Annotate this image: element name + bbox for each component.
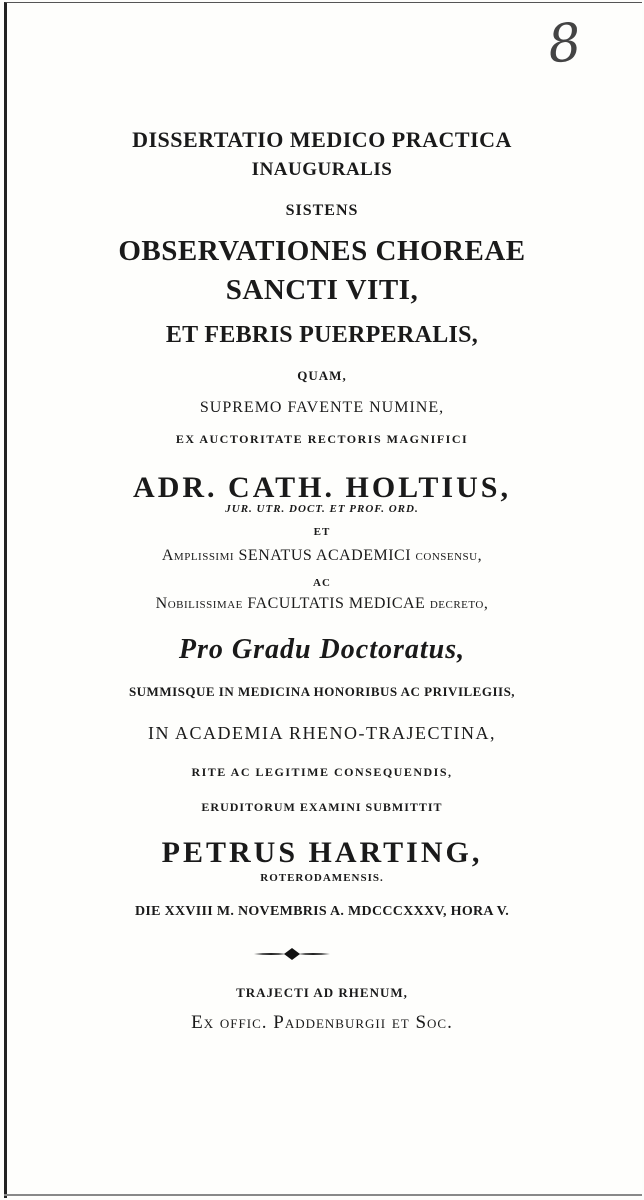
ac-line: AC xyxy=(313,577,331,589)
eruditorum-line: ERUDITORUM EXAMINI SUBMITTIT xyxy=(201,800,443,814)
imprint-printer: Ex offic. Paddenburgii et Soc. xyxy=(191,1012,453,1033)
senatus-line: Amplissimi SENATUS ACADEMICI consensu, xyxy=(161,547,483,564)
sistens-line: SISTENS xyxy=(285,202,359,219)
academia-line: IN ACADEMIA RHENO-TRAJECTINA, xyxy=(148,723,496,743)
main-title-line-3: ET FEBRIS PUERPERALIS, xyxy=(165,322,479,348)
imprint-place: TRAJECTI AD RHENUM, xyxy=(236,985,408,1000)
facultatis-line: Nobilissimae FACULTATIS MEDICAE decreto, xyxy=(155,595,489,612)
et-line: ET xyxy=(313,526,331,538)
author-origin: ROTERODAMENSIS. xyxy=(260,872,384,884)
rector-name: ADR. CATH. HOLTIUS, xyxy=(133,471,511,504)
rite-line: RITE AC LEGITIME CONSEQUENDIS, xyxy=(191,765,453,779)
honoribus-line: SUMMISQUE IN MEDICINA HONORIBUS AC PRIVILEGIIS, xyxy=(128,684,516,699)
main-title-line-2: SANCTI VITI, xyxy=(225,274,419,306)
quam-line: QUAM, xyxy=(297,368,347,383)
ornament-divider-icon xyxy=(252,944,332,964)
date-line: DIE XXVIII M. NOVEMBRIS A. MDCCCXXXV, HORA V. xyxy=(134,904,510,919)
supremo-line: SUPREMO FAVENTE NUMINE, xyxy=(199,399,445,416)
author-name: PETRUS HARTING, xyxy=(161,836,483,869)
pro-gradu-line: Pro Gradu Doctoratus, xyxy=(178,634,466,665)
title-line-2: INAUGURALIS xyxy=(251,159,393,180)
page-bottom-edge xyxy=(4,1194,642,1196)
auctoritate-line: EX AUCTORITATE RECTORIS MAGNIFICI xyxy=(175,432,469,446)
main-title-line-1: OBSERVATIONES CHOREAE xyxy=(118,235,526,267)
rector-title: JUR. UTR. DOCT. ET PROF. ORD. xyxy=(225,503,419,515)
title-line-1: DISSERTATIO MEDICO PRACTICA xyxy=(132,127,512,152)
page-number: 8 xyxy=(544,12,585,76)
